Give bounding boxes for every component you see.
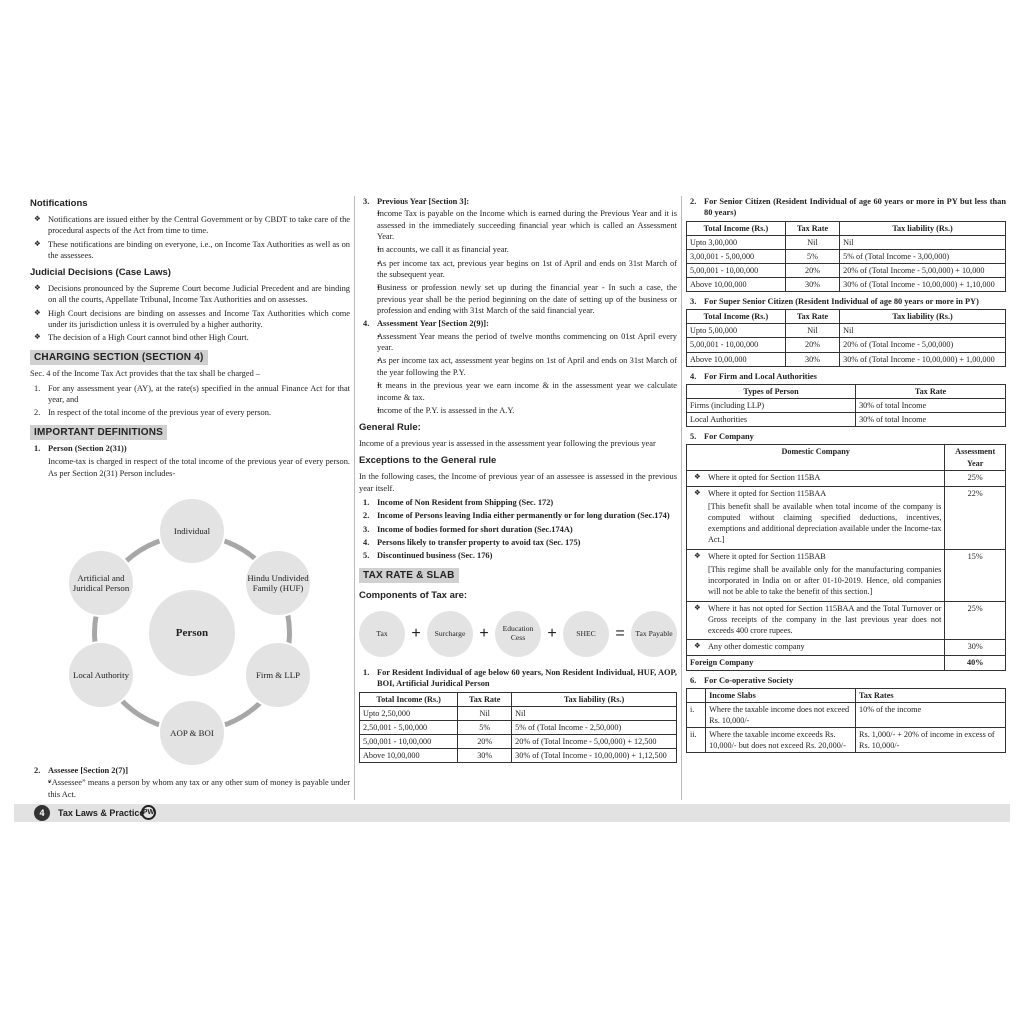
table-row: 3,00,001 - 5,00,000 5% 5% of (Total Income - 3,00,000)	[687, 249, 1006, 263]
previous-year-section: 3. Previous Year [Section 3]: • Income Tax is payable on the Income which is earned during the Previous Year and it is assessed in the immediately succeeding financial year which is called an Assessment Year. • In accounts, we call it as financial year. • As per income tax act, previous year begins on 1st of April and ends on 31st March of the subsequent year. • Business or profession newly set up during the financial year - In such a case, the previous year shall be the period beginning on the date of setting up of the business or profession and ending with 31st March of the said financial year.	[359, 196, 677, 316]
table-row: Upto 3,00,000 Nil Nil	[687, 235, 1006, 249]
assessment-year-heading: Assessment Year [Section 2(9)]:	[377, 319, 489, 329]
company-heading: 5. For Company	[690, 432, 754, 442]
table-row: 5,00,001 - 10,00,000 20% 20% of (Total Income - 5,00,000) + 12,500	[360, 734, 677, 748]
person-text: Income-tax is charged in respect of the total income of the previous year of every person. As per Section 2(31) Person includes-	[48, 457, 350, 478]
diagram-center-person: Person	[147, 588, 237, 678]
senior-slab-table	[686, 221, 1006, 292]
column-left	[30, 196, 350, 802]
table-row: ii. Where the taxable income exceeds Rs. 10,000/- but does not exceed Rs. 20,000/- Rs. 1,000/- + 20% of income in excess of Rs. 10,000/-	[687, 728, 1006, 753]
charging-list	[30, 383, 350, 419]
table-row: ❖ Where it has not opted for Section 115BAA and the Total Turnover or Gross receipts of the company in the last previous year does not exceeds 400 crore rupees. 25%	[687, 602, 1006, 640]
assessee-heading: Assessee [Section 2(7)]	[48, 766, 129, 776]
coop-rate-table	[686, 688, 1006, 753]
resident-slab-table	[359, 692, 677, 763]
list-item: • Income Tax is payable on the Income which is earned during the Previous Year and it is assessed in the immediately succeeding financial year which is called an Assessment Year.	[359, 208, 677, 242]
page-number: 4	[34, 805, 50, 821]
list-item: 1. For any assessment year (AY), at the rate(s) specified in the annual Finance Act for that year, and	[34, 383, 350, 404]
list-item: 1. Income of Non Resident from Shipping (Sec. 172)	[363, 497, 554, 507]
exceptions-list	[359, 497, 677, 562]
definitions-heading: IMPORTANT DEFINITIONS	[30, 425, 167, 441]
table-header-row: Total Income (Rs.) Tax Rate Tax liability (Rs.)	[687, 221, 1006, 235]
table-row: ❖ Where it opted for Section 115BAA [This benefit shall be available when total income of the company is computed without claiming specified deductions, incentives, exemptions and additional depreciation available under the Income-tax Act.] 22%	[687, 486, 1006, 549]
tax-rate-heading: TAX RATE & SLAB	[359, 568, 459, 584]
list-item: ❖ The decision of a High Court cannot bind other High Court.	[30, 332, 350, 343]
component-tax: Tax	[359, 611, 405, 657]
list-item: • As per income tax act, previous year begins on 1st of April and ends on 31st March of the subsequent year.	[359, 258, 677, 281]
firm-heading: 4. For Firm and Local Authorities	[690, 371, 817, 381]
list-item: ❖ High Court decisions are binding on assesses and Income Tax Authorities which come under its jurisdiction unless it is overruled by a higher authority.	[30, 308, 350, 331]
firm-rate-table	[686, 384, 1006, 427]
table-row: ❖ Where it opted for Section 115BA 25%	[687, 470, 1006, 486]
component-education-cess: Education Cess	[495, 611, 541, 657]
person-heading: Person (Section 2(31))	[48, 444, 127, 454]
list-item: • It means in the previous year we earn income & in the assessment year we calculate income & tax.	[359, 380, 677, 403]
diagram-node-firm: Firm & LLP	[244, 641, 312, 709]
company-rate-table	[686, 444, 1006, 670]
list-item: 2. In respect of the total income of the previous year of every person.	[34, 408, 272, 418]
diagram-node-individual: Individual	[158, 497, 226, 565]
column-divider	[354, 196, 355, 800]
table-row: Above 10,00,000 30% 30% of (Total Income - 10,00,000) + 1,12,500	[360, 748, 677, 762]
table-header-row: Types of Person Tax Rate	[687, 384, 1006, 398]
super-senior-heading: 3. For Super Senior Citizen (Resident Individual of age 80 years or more in PY)	[690, 297, 979, 306]
list-item: ❖ Notifications are issued either by the Central Government or by CBDT to take care of the procedural aspects of the Act from time to time.	[30, 214, 350, 237]
component-shec: SHEC	[563, 611, 609, 657]
table-row: 5,00,001 - 10,00,000 20% 20% of (Total Income - 5,00,000) + 10,000	[687, 263, 1006, 277]
table-row: Firms (including LLP) 30% of total Income	[687, 399, 1006, 413]
general-rule-text: Income of a previous year is assessed in the assessment year following the previous year	[359, 439, 656, 448]
person-diagram	[30, 485, 350, 765]
diagram-node-artificial: Artificial and Juridical Person	[67, 549, 135, 617]
assessment-year-section: 4. Assessment Year [Section 2(9)]: • Assessment Year means the period of twelve months commencing on 01st April every year. • As per income tax act, assessment year begins on 1st of April and ends on 31st March of the year following the P.Y. • It means in the previous year we earn income & in the assessment year we calculate income & tax. • Income of the P.Y. is assessed in the A.Y.	[359, 318, 677, 416]
judicial-heading: Judicial Decisions (Case Laws)	[30, 267, 171, 279]
diagram-node-local: Local Authority	[67, 641, 135, 709]
exceptions-heading: Exceptions to the General rule	[359, 455, 497, 467]
exceptions-intro: In the following cases, the Income of previous year of an assessee is assessed in the previous year itself.	[359, 472, 677, 493]
list-item: ❖ These notifications are binding on everyone, i.e., on Income Tax Authorities as well as on the assessees.	[30, 239, 350, 262]
column-divider	[681, 196, 682, 800]
list-item: • As per income tax act, assessment year begins on 1st of April and ends on 31st March of the year following the P.Y.	[359, 355, 677, 378]
table-row: ❖ Where it opted for Section 115BAB [This regime shall be available only for the manufacturing companies incorporated in India on or after 01-10-2019. Hence, old companies will not be able to take the benefit of this section.] 15%	[687, 549, 1006, 601]
table-row: i. Where the taxable income does not exceed Rs. 10,000/- 10% of the income	[687, 702, 1006, 727]
list-item: ❖ Decisions pronounced by the Supreme Court become Judicial Precedent and are binding on all the courts, Appellate Tribunal, Income Tax Authorities and on assesses.	[30, 283, 350, 306]
assessee-text: • “Assessee” means a person by whom any tax or any other sum of money is payable under this Act.	[30, 777, 350, 800]
table-row: Local Authorities 30% of total Income	[687, 413, 1006, 427]
judicial-list	[30, 283, 350, 344]
table-row: Upto 2,50,000 Nil Nil	[360, 706, 677, 720]
table-row: Above 10,00,000 30% 30% of (Total Income - 10,00,000) + 1,10,000	[687, 277, 1006, 291]
plus-sign: +	[479, 625, 489, 643]
list-item: 5. Discontinued business (Sec. 176)	[363, 551, 493, 561]
diagram-node-huf: Hindu Undivided Family (HUF)	[244, 549, 312, 617]
person-definition: 1. Person (Section 2(31)) Income-tax is charged in respect of the total income of the previous year of every person. As per Section 2(31) Person includes-	[34, 444, 350, 478]
list-item: • Income of the P.Y. is assessed in the A.Y.	[359, 405, 677, 416]
table-header-row: Total Income (Rs.) Tax Rate Tax liability (Rs.)	[687, 310, 1006, 324]
list-item: 4. Persons likely to transfer property to avoid tax (Sec. 175)	[363, 537, 581, 547]
list-item: 3. Income of bodies formed for short duration (Sec.174A)	[363, 524, 573, 534]
footer-title: Tax Laws & Practice	[58, 808, 145, 818]
column-right	[686, 196, 1006, 757]
super-senior-slab-table	[686, 309, 1006, 366]
notifications-list	[30, 214, 350, 261]
plus-sign: +	[411, 625, 421, 643]
table-row: Upto 5,00,000 Nil Nil	[687, 324, 1006, 338]
general-rule-heading: General Rule:	[359, 422, 421, 434]
component-surcharge: Surcharge	[427, 611, 473, 657]
charging-section-heading: CHARGING SECTION (SECTION 4)	[30, 350, 208, 366]
list-item: • In accounts, we call it as financial year.	[359, 244, 677, 255]
component-tax-payable: Tax Payable	[631, 611, 677, 657]
assessee-definition: 2. Assessee [Section 2(7)] • “Assessee” means a person by whom any tax or any other sum of money is payable under this Act.	[30, 765, 350, 800]
diagram-node-aop: AOP & BOI	[158, 699, 226, 767]
equals-sign: =	[615, 625, 625, 643]
table-header-row: Total Income (Rs.) Tax Rate Tax liability (Rs.)	[360, 692, 677, 706]
table-row: Above 10,00,000 30% 30% of (Total Income - 10,00,000) + 1,00,000	[687, 352, 1006, 366]
components-heading: Components of Tax are:	[359, 590, 468, 602]
table-row: ❖ Any other domestic company 30%	[687, 640, 1006, 656]
previous-year-heading: Previous Year [Section 3]:	[377, 197, 470, 206]
notifications-heading: Notifications	[30, 198, 88, 209]
list-item: • Business or profession newly set up during the financial year - In such a case, the previous year shall be the period beginning on the date of setting up of the business or profession and ending with 31st March of the said financial year.	[359, 282, 677, 316]
table-row: 5,00,001 - 10,00,000 20% 20% of (Total Income - 5,00,000)	[687, 338, 1006, 352]
resident-heading: 1. For Resident Individual of age below 60 years, Non Resident Individual, HUF, AOP, BOI, Artificial Juridical Person	[363, 667, 677, 689]
list-item: 2. Income of Persons leaving India either permanently or for long duration (Sec.174)	[363, 511, 670, 521]
pw-logo-icon: PW	[141, 805, 156, 820]
table-header-row: Income Slabs Tax Rates	[687, 688, 1006, 702]
table-row: 2,50,001 - 5,00,000 5% 5% of (Total Income - 2,50,000)	[360, 720, 677, 734]
page-footer-band	[14, 804, 1010, 822]
column-middle	[359, 196, 677, 767]
plus-sign: +	[547, 625, 557, 643]
charging-intro: Sec. 4 of the Income Tax Act provides that the tax shall be charged –	[30, 369, 261, 379]
coop-heading: 6. For Co-operative Society	[690, 675, 794, 685]
list-item: • Assessment Year means the period of twelve months commencing on 01st April every year.	[359, 331, 677, 354]
senior-heading: 2. For Senior Citizen (Resident Individual of age 60 years or more in PY but less than 80 years)	[690, 197, 1006, 218]
table-row: Foreign Company 40%	[687, 656, 1006, 670]
tax-components-diagram	[359, 611, 677, 657]
table-header-row: Domestic Company Assessment Year	[687, 445, 1006, 470]
